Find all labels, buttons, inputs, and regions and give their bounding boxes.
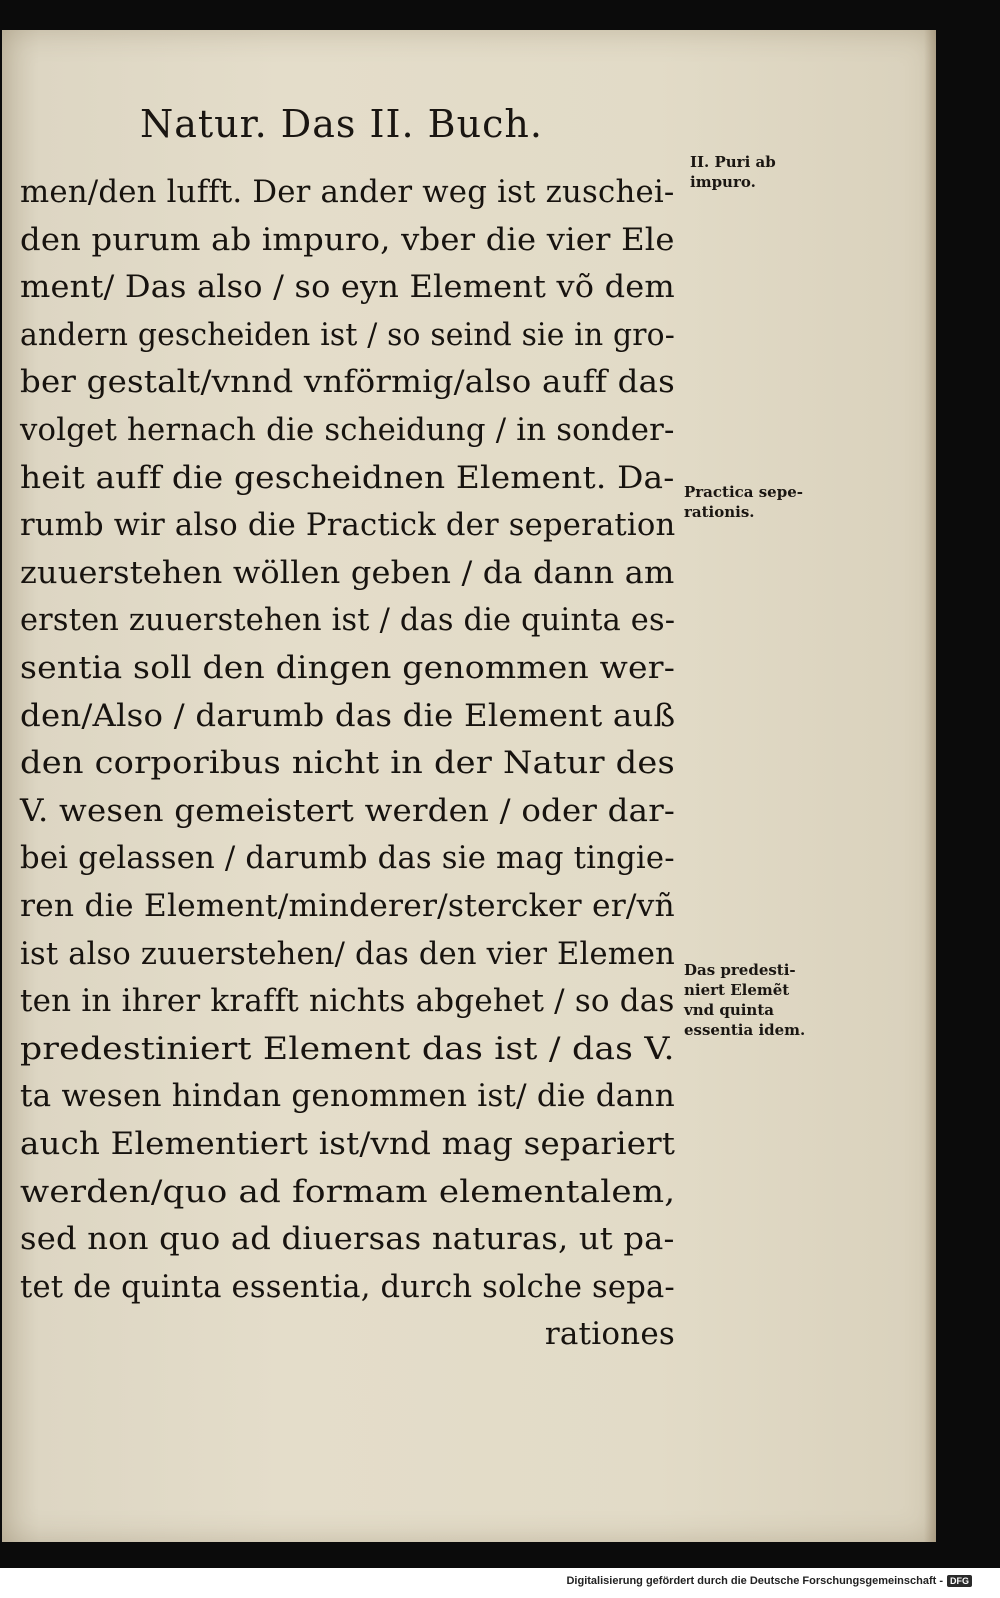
text-line: andern gescheiden ist / so seind sie in gro- (20, 317, 676, 353)
margin-note-line: II. Puri ab (690, 153, 776, 171)
text-line: predestiniert Element das ist / das V. (20, 1031, 675, 1067)
text-line: ersten zuuerstehen ist / das die quinta es- (20, 602, 676, 638)
text-line-catchword: rationes (544, 1316, 675, 1352)
margin-note-line: essentia idem. (684, 1021, 806, 1039)
margin-note-line: Das predesti- (684, 961, 796, 979)
margin-note-line: vnd quinta (684, 1001, 774, 1019)
text-line: auch Elementiert ist/vnd mag separiert (20, 1126, 676, 1162)
margin-note-line: rationis. (684, 503, 755, 521)
text-line: ta wesen hindan genommen ist/ die dann (20, 1078, 675, 1114)
margin-note-practica (684, 482, 803, 522)
text-line: bei gelassen / darumb das sie mag tingie- (20, 840, 675, 876)
margin-note-line: Practica sepe- (684, 483, 803, 501)
margin-note-puri (690, 152, 776, 192)
text-line: den purum ab impuro, vber die vier Ele (20, 222, 675, 258)
dfg-logo: DFG (947, 1575, 972, 1587)
running-head: Natur. Das II. Buch. (140, 102, 543, 146)
text-line: ten in ihrer krafft nichts abgehet / so das (20, 983, 675, 1019)
text-line: V. wesen gemeistert werden / oder dar- (20, 793, 676, 829)
book-page (2, 30, 936, 1542)
text-line: ber gestalt/vnnd vnförmig/also auff das (20, 364, 675, 400)
text-line: ist also zuuerstehen/ das den vier Elemen (20, 936, 676, 972)
text-line: sed non quo ad diuersas naturas, ut pa- (20, 1221, 675, 1257)
text-line: men/den lufft. Der ander weg ist zuschei- (20, 174, 675, 210)
text-line: werden/quo ad formam elementalem, (20, 1174, 676, 1210)
margin-note-line: impuro. (690, 173, 756, 191)
margin-note-predestiniert (684, 960, 805, 1040)
margin-note-line: niert Elemẽt (684, 981, 790, 999)
text-line: volget hernach die scheidung / in sonder- (20, 412, 675, 448)
text-line: rumb wir also die Practick der seperation (20, 507, 676, 543)
text-line: den/Also / darumb das die Element auß (20, 698, 676, 734)
text-line: tet de quinta essentia, durch solche sepa- (20, 1269, 675, 1305)
text-line: zuuerstehen wöllen geben / da dann am (20, 555, 675, 591)
text-line: ren die Element/minderer/stercker er/vñ (20, 888, 675, 924)
text-line: sentia soll den dingen genommen wer- (20, 650, 676, 686)
text-line: ment/ Das also / so eyn Element võ dem (20, 269, 675, 305)
text-line: den corporibus nicht in der Natur des (20, 745, 675, 781)
digitization-credit (566, 1575, 972, 1587)
credit-text: Digitalisierung gefördert durch die Deutsche Forschungsgemeinschaft - (566, 1575, 943, 1587)
text-line: heit auff die gescheidnen Element. Da- (20, 460, 675, 496)
